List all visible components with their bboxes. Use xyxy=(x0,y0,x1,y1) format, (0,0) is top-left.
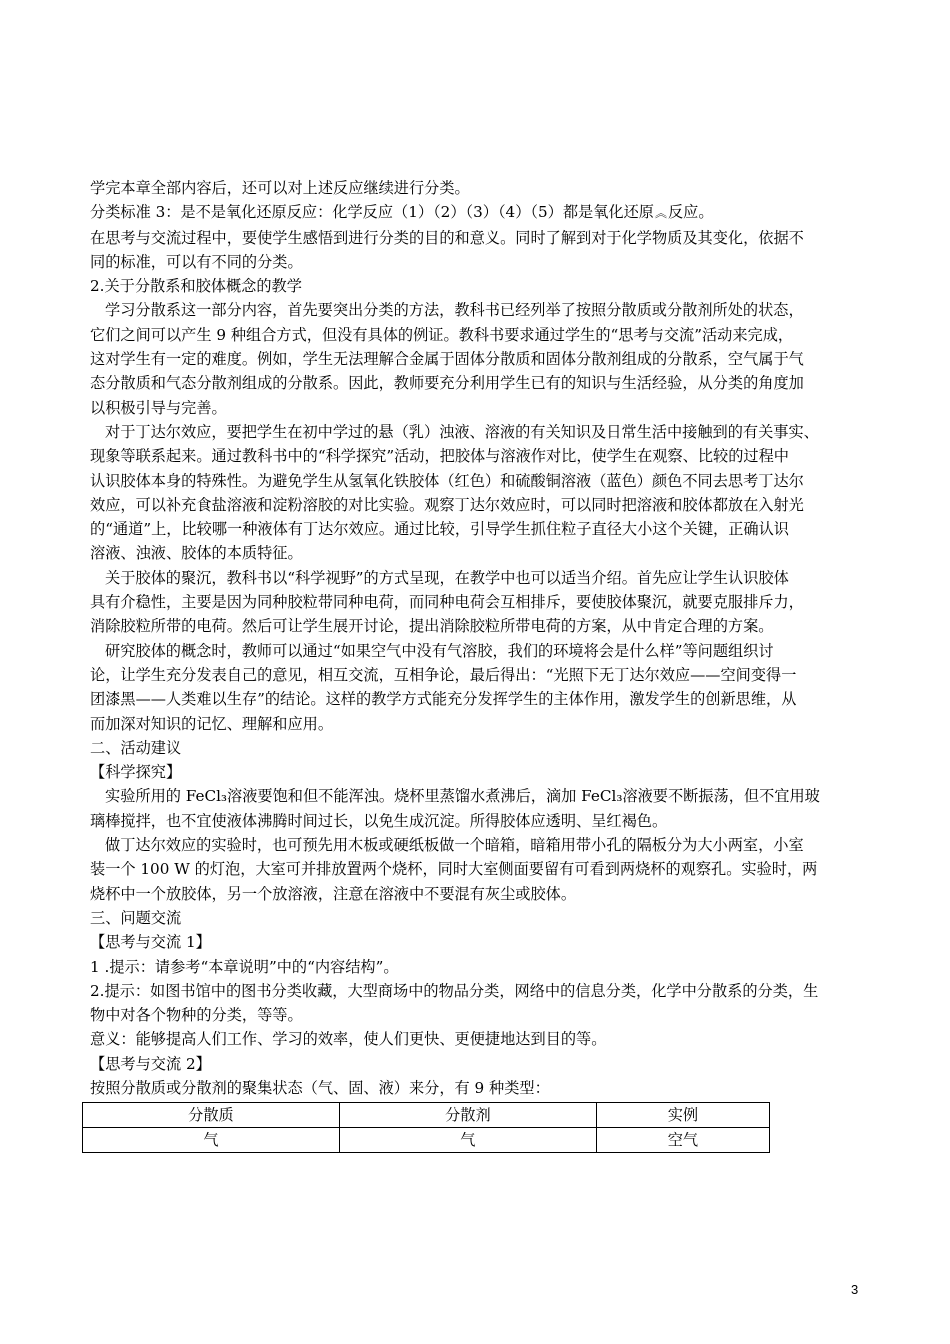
table-cell: 气 xyxy=(339,1128,596,1153)
text-line: 同的标准，可以有不同的分类。 xyxy=(90,252,303,271)
text-line: 溶液、浊液、胶体的本质特征。 xyxy=(90,544,303,563)
text-line: 以积极引导与完善。 xyxy=(90,398,227,417)
text-line: 它们之间可以产生 9 种组合方式，但没有具体的例证。教科书要求通过学生的“思考与交流”活动来完成， xyxy=(90,325,794,344)
text-line: 团漆黑——人类难以生存”的结论。这样的教学方式能充分发挥学生的主体作用，激发学生的创新思维，从 xyxy=(90,690,797,709)
text-fragment: 分类标准 3：是不是氧化还原反应：化学反应（1）（2）（3）（4）（5）都是氧化还原 xyxy=(90,203,654,222)
table-cell: 气 xyxy=(83,1128,340,1153)
text-line: 学完本章全部内容后，还可以对上述反应继续进行分类。 xyxy=(90,179,470,197)
text-line: 关于胶体的聚沉，教科书以“科学视野”的方式呈现，在教学中也可以适当介绍。首先应让学生认识胶体 xyxy=(105,568,789,587)
section-heading: 三、问题交流 xyxy=(90,908,182,927)
text-line: 对于丁达尔效应，要把学生在初中学过的悬（乳）浊液、溶液的有关知识及日常生活中接触到的有关事实、 xyxy=(105,422,819,441)
table-row xyxy=(83,1128,770,1153)
subsection-heading: 【思考与交流 1】 xyxy=(90,933,211,952)
text-line: 认识胶体本身的特殊性。为避免学生从氢氧化铁胶体（红色）和硫酸铜溶液（蓝色）颜色不同去思考丁达尔 xyxy=(90,471,804,490)
text-fragment: 反应。 xyxy=(667,203,714,222)
text-line: 实验所用的 FeCl₃溶液要饱和但不能浑浊。烧杯里蒸馏水煮沸后，滴加 FeCl₃溶液要不断振荡，但不宜用玻 xyxy=(105,787,820,806)
document-body xyxy=(90,176,870,1153)
text-line: 这对学生有一定的难度。例如，学生无法理解合金属于固体分散质和固体分散剂组成的分散系，空气属于气 xyxy=(90,350,804,369)
text-line: 研究胶体的概念时，教师可以通过“如果空气中没有气溶胶，我们的环境将会是什么样”等问题组织讨 xyxy=(105,641,774,660)
table-header-cell: 实例 xyxy=(596,1103,769,1128)
text-line: 物中对各个物种的分类，等等。 xyxy=(90,1006,303,1025)
text-line: 效应，可以补充食盐溶液和淀粉溶胶的对比实验。观察丁达尔效应时，可以同时把溶液和胶体都放在入射光 xyxy=(90,495,804,514)
table-header-cell: 分散质 xyxy=(83,1103,340,1128)
text-line: 璃棒搅拌，也不宜使液体沸腾时间过长，以免生成沉淀。所得胶体应透明、呈红褐色。 xyxy=(90,811,668,830)
text-line: 论，让学生充分发表自己的意见，相互交流，互相争论，最后得出：“光照下无丁达尔效应——空间变得一 xyxy=(90,665,797,684)
text-line: 2.提示：如图书馆中的图书分类收藏，大型商场中的物品分类，网络中的信息分类，化学中分散系的分类，生 xyxy=(90,981,819,1000)
text-line: 态分散质和气态分散剂组成的分散系。因此，教师要充分利用学生已有的知识与生活经验，从分类的角度加 xyxy=(90,374,804,393)
text-line: 1 .提示：请参考“本章说明”中的“内容结构”。 xyxy=(90,957,399,976)
table-header-row xyxy=(83,1103,770,1128)
subsection-heading: 【思考与交流 2】 xyxy=(90,1054,211,1073)
dispersion-table xyxy=(82,1102,770,1153)
text-line: 装一个 100 W 的灯泡，大室可并排放置两个烧杯，同时大室侧面要留有可看到两烧杯的观察孔。实验时，两 xyxy=(90,860,818,879)
text-line: 具有介稳性，主要是因为同种胶粒带同种电荷，而同种电荷会互相排斥，要使胶体聚沉，就要克服排斥力， xyxy=(90,593,804,612)
table-cell: 空气 xyxy=(596,1128,769,1153)
text-line: 现象等联系起来。通过教科书中的“科学探究”活动，把胶体与溶液作对比，使学生在观察、比较的过程中 xyxy=(90,447,789,466)
section-heading: 2.关于分散系和胶体概念的教学 xyxy=(90,277,302,296)
text-line: 的“通道”上，比较哪一种液体有丁达尔效应。通过比较，引导学生抓住粒子直径大小这个关键，正确认识 xyxy=(90,520,789,539)
text-line: 烧杯中一个放胶体，另一个放溶液，注意在溶液中不要混有灰尘或胶体。 xyxy=(90,884,576,903)
section-heading: 二、活动建议 xyxy=(90,738,182,757)
text-line: 学习分散系这一部分内容，首先要突出分类的方法，教科书已经列举了按照分散质或分散剂所处的状态， xyxy=(105,301,804,320)
text-line: 按照分散质或分散剂的聚集状态（气、固、液）来分，有 9 种类型： xyxy=(90,1078,550,1097)
text-line: 做丁达尔效应的实验时，也可预先用木板或硬纸板做一个暗箱，暗箱用带小孔的隔板分为大小两室，小室 xyxy=(105,836,804,855)
text-line: 而加深对知识的记忆、理解和应用。 xyxy=(90,714,333,733)
text-line: 在思考与交流过程中，要使学生感悟到进行分类的目的和意义。同时了解到对于化学物质及其变化，依据不 xyxy=(90,228,804,247)
table-header-cell: 分散剂 xyxy=(339,1103,596,1128)
text-line xyxy=(90,200,870,225)
annotation-mark: ︽ xyxy=(654,206,667,221)
subsection-heading: 【科学探究】 xyxy=(90,763,182,782)
page-number: 3 xyxy=(851,1282,859,1297)
text-line: 意义：能够提高人们工作、学习的效率，使人们更快、更便捷地达到目的等。 xyxy=(90,1030,607,1049)
text-line: 消除胶粒所带的电荷。然后可让学生展开讨论，提出消除胶粒所带电荷的方案，从中肯定合理的方案。 xyxy=(90,617,774,636)
